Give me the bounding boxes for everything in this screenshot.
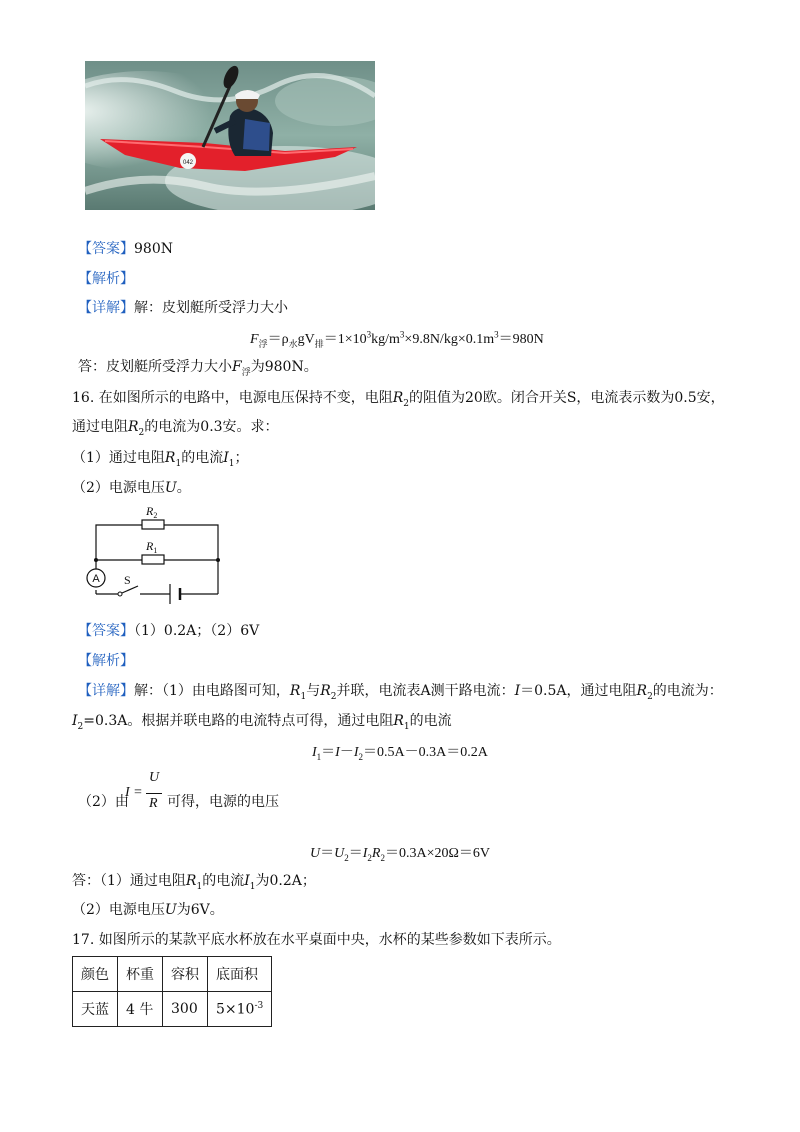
svg-text:S: S (124, 573, 131, 587)
table-row (73, 992, 272, 1027)
table-header-cell: 底面积 (208, 957, 272, 992)
battery (170, 584, 180, 604)
table-header-cell: 杯重 (118, 957, 163, 992)
resistor-r2 (142, 520, 164, 529)
q15-detail-text: 解：皮划艇所受浮力大小 (134, 300, 288, 316)
switch-s (118, 573, 138, 596)
table-header-cell: 容积 (163, 957, 208, 992)
q16-stem-line1: 16. 在如图所示的电路中，电源电压保持不变，电阻$R_2$的阻值为20欧。闭合开关S，电流表示数为0.5安， (72, 390, 725, 409)
q17-stem: 17. 如图所示的某款平底水杯放在水平桌面中央，水杯的某些参数如下表所示。 (72, 932, 561, 948)
q16-detail-line2: $I_2=0.3A$。根据并联电路的电流特点可得，通过电阻$R_1$的电流 (72, 713, 452, 732)
ammeter (87, 569, 105, 587)
q16-stem-line2: 通过电阻$R_2$的电流为0.3安。求： (72, 419, 279, 438)
resistor-r1 (142, 555, 164, 564)
q15-answer-line (78, 240, 173, 258)
q15-conclusion: 答：皮划艇所受浮力大小$F_浮$为980N。 (78, 359, 318, 378)
table-cell: 4 牛 (118, 992, 163, 1027)
q15-detail-line (78, 299, 288, 317)
kayak-photo-drawing (85, 61, 375, 210)
label-r1: $R_1$ (146, 539, 158, 555)
q16-sub1: （1）通过电阻$R_1$的电流$I_1$； (72, 450, 249, 469)
table-cell: 天蓝 (73, 992, 118, 1027)
q16-detail-line1: 【详解】解：（1）由电路图可知，$R_1$与$R_2$并联，电流表A测干路电流：I＝0.5A，通过电阻$R_2$的电流为： (78, 683, 723, 702)
table-header-row (73, 957, 272, 992)
svg-text:A: A (92, 573, 100, 585)
q16-conclusion1: 答：（1）通过电阻$R_1$的电流$I_1$为0.2A； (72, 873, 316, 892)
table-cell: 300 (163, 992, 208, 1027)
q16-analysis-tag: 【解析】 (78, 653, 134, 669)
table-header-cell: 颜色 (73, 957, 118, 992)
circuit-diagram (80, 500, 230, 610)
answer-tag: 【答案】 (78, 241, 134, 257)
q16-sub2: （2）电源电压U。 (72, 480, 191, 496)
analysis-tag: 【解析】 (78, 271, 134, 287)
q16-equation2: $U=U_2=I_2R_2=0.3A\times 20\Omega=6V$ (310, 846, 491, 863)
q16-conclusion2: （2）电源电压U为6V。 (72, 902, 224, 918)
q15-formula: $F_浮=\rho_水gV_排=1\times 10^3kg/m^3\times 9.8N/kg\times 0.1m^3=980N$ (250, 329, 544, 349)
q16-equation1: $I_1=I-I_2=0.5A-0.3A=0.2A$ (312, 745, 488, 762)
detail-tag: 【详解】 (78, 300, 134, 316)
q16-answer-line: 【答案】（1）0.2A；（2）6V (78, 623, 260, 639)
fraction-i-u-over-r: I = U R (125, 770, 165, 820)
fraction-bar (146, 793, 162, 794)
q16-part2-prefix: （2）由 (78, 794, 129, 810)
bib-number: 042 (182, 160, 194, 166)
label-r2: $R_2$ (146, 504, 158, 520)
q16-part2-text: 可得，电源的电压 (167, 794, 279, 810)
kayak-photo (85, 61, 375, 210)
cup-parameters-table (72, 956, 272, 1027)
table-cell-area: $5\times 10^{-3}$ (208, 992, 272, 1027)
q15-answer: 980N (134, 241, 173, 257)
